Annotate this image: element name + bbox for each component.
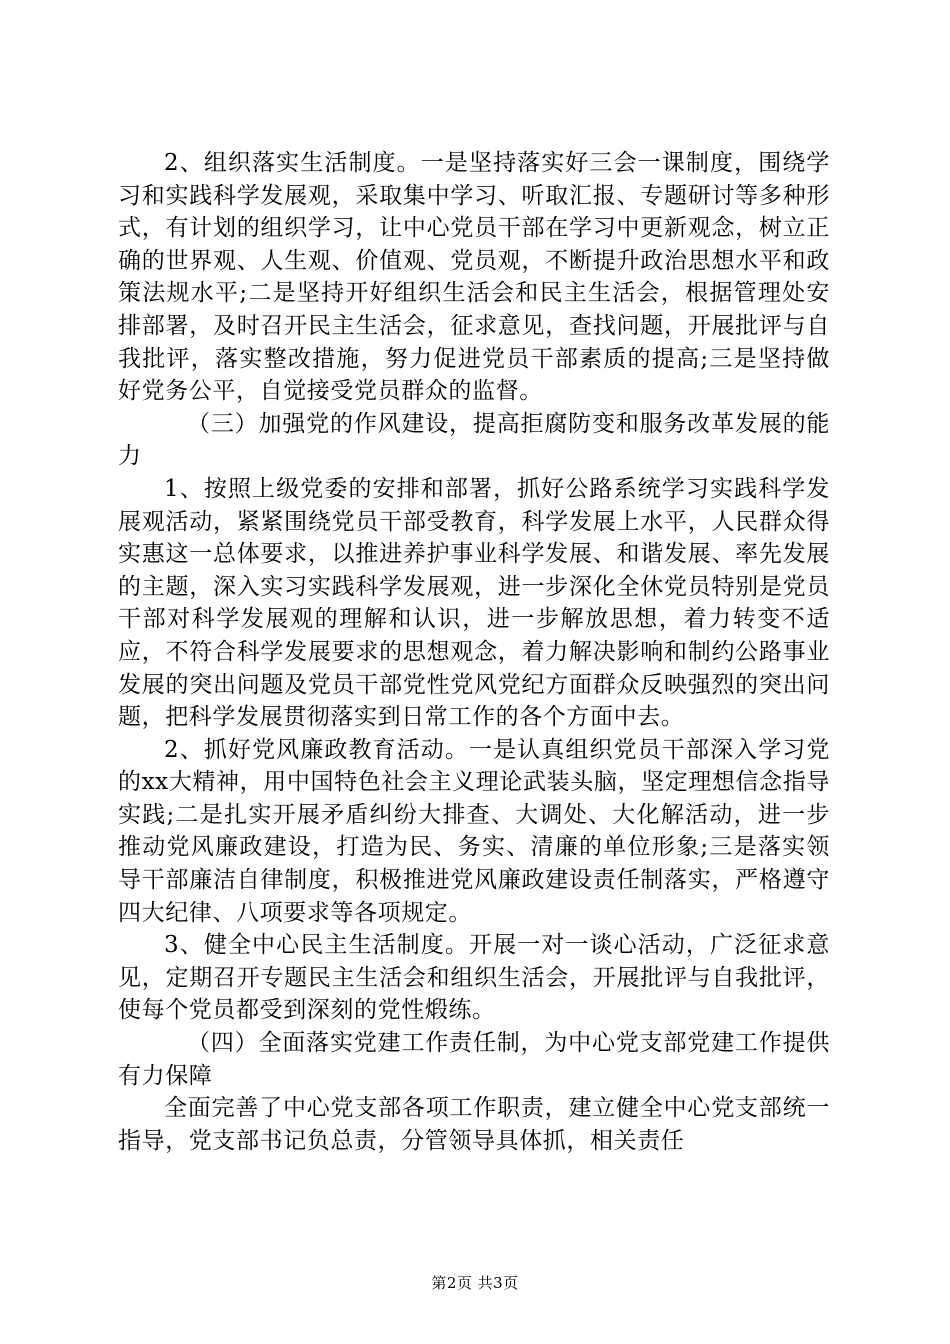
- section-heading-4: （四）全面落实党建工作责任制，为中心党支部党建工作提供有力保障: [118, 1030, 830, 1089]
- paragraph-scientific-development: 1、按照上级党委的安排和部署，抓好公路系统学习实践科学发展观活动，紧紧围绕党员干部受教育，科学发展上水平，人民群众得实惠这一总体要求，以推进养护事业科学发展、和谐发展、率先发展的主题，深入实习实践科学发展观，进一步深化全休党员特别是党员干部对科学发展观的理解和认识，进一步解放思想，着力转变不适应，不符合科学发展要求的思想观念，着力解决影响和制约公路事业发展的突出问题及党员干部党性党风党纪方面群众反映强烈的突出问题，把科学发展贯彻落实到日常工作的各个方面中去。: [118, 475, 830, 731]
- page-number-footer: 第2页 共3页: [431, 1274, 519, 1292]
- document-body: [118, 147, 830, 1157]
- paragraph-organization-system: 2、组织落实生活制度。一是坚持落实好三会一课制度，围绕学习和实践科学发展观，采取集中学习、听取汇报、专题研讨等多种形式，有计划的组织学习，让中心党员干部在学习中更新观念，树立正确的世界观、人生观、价值观、党员观，不断提升政治思想水平和政策法规水平;二是坚持开好组织生活会和民主生活会，根据管理处安排部署，及时召开民主生活会，征求意见，查找问题，开展批评与自我批评，落实整改措施，努力促进党员干部素质的提高;三是坚持做好党务公平，自觉接受党员群众的监督。: [118, 150, 830, 405]
- paragraph-integrity-education: 2、抓好党风廉政教育活动。一是认真组织党员干部深入学习党的xx大精神，用中国特色社会主义理论武装头脑，坚定理想信念指导实践;二是扎实开展矛盾纠纷大排查、大调处、大化解活动，进一步推动党风廉政建设，打造为民、务实、清廉的单位形象;三是落实领导干部廉洁自律制度，积极推进党风廉政建设责任制落实，严格遵守四大纪律、八项要求等各项规定。: [118, 736, 830, 926]
- section-heading-3: （三）加强党的作风建设，提高拒腐防变和服务改革发展的能力: [118, 410, 830, 470]
- paragraph-responsibility-system: 全面完善了中心党支部各项工作职责，建立健全中心党支部统一指导，党支部书记负总责，分管领导具体抓，相关责任: [118, 1095, 830, 1154]
- paragraph-democratic-life: 3、健全中心民主生活制度。开展一对一谈心活动，广泛征求意见，定期召开专题民主生活会和组织生活会，开展批评与自我批评，使每个党员都受到深刻的党性煅练。: [118, 932, 830, 1024]
